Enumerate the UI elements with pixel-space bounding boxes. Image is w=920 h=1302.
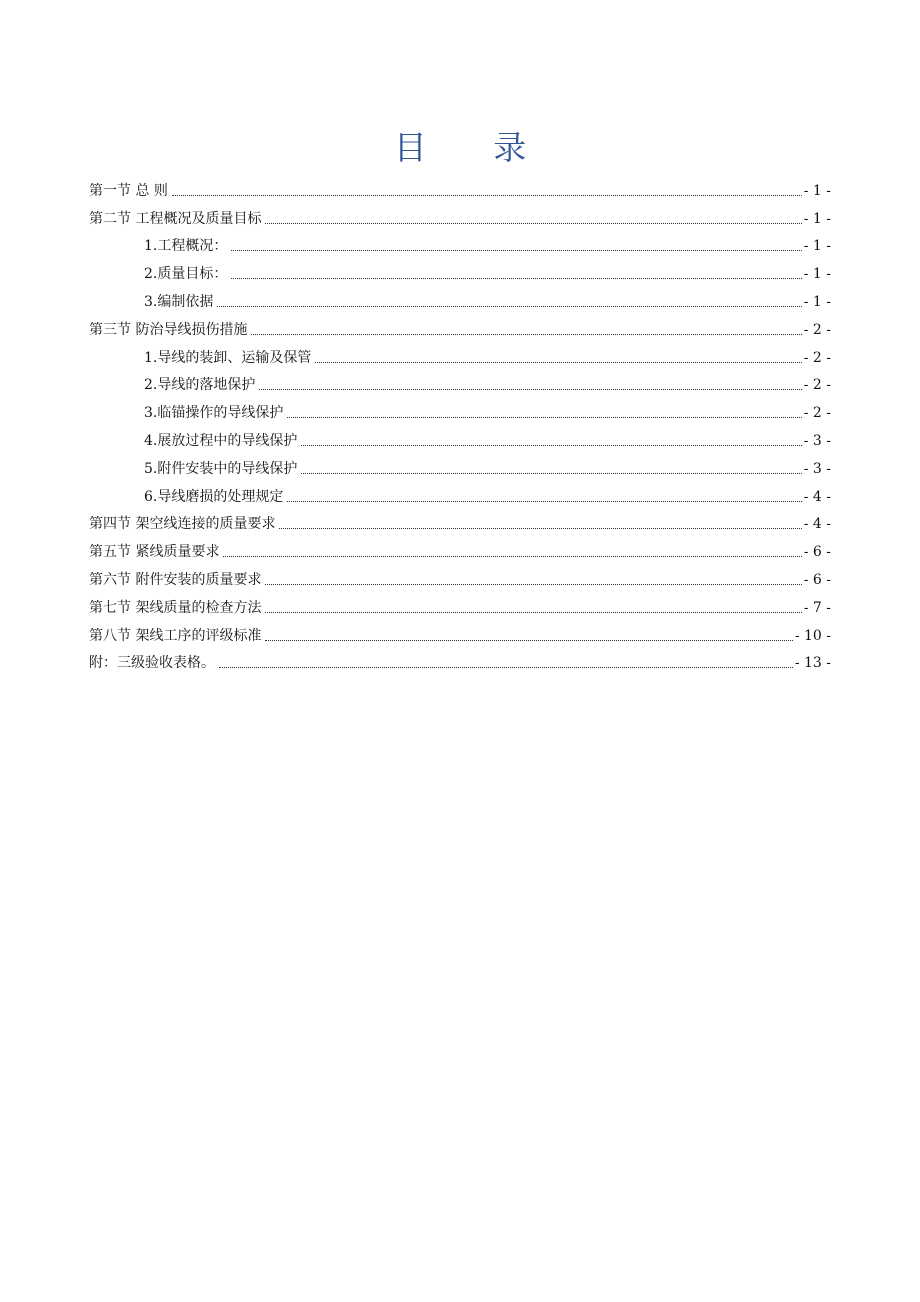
toc-entry-text: 1.工程概况： [144, 238, 228, 255]
toc-subentry[interactable] [89, 256, 831, 284]
toc-subentry[interactable] [89, 479, 831, 507]
toc-leader-dots [265, 222, 801, 224]
toc-entry-page: - 3 - [803, 432, 831, 449]
toc-leader-dots [251, 333, 801, 335]
toc-subentry[interactable] [89, 229, 831, 257]
toc-leader-dots [265, 583, 801, 585]
toc-leader-dots [231, 277, 801, 279]
toc-entry[interactable] [89, 562, 831, 590]
toc-entry-page: - 1 - [803, 266, 831, 283]
toc-entry-page: - 1 - [803, 293, 831, 310]
toc-entry-page: - 6 - [803, 544, 831, 561]
toc-leader-dots [287, 500, 801, 502]
toc-entry-page: - 1 - [803, 210, 831, 227]
toc-entry-text: 第八节 架线工序的评级标准 [89, 627, 262, 644]
toc-subentry[interactable] [89, 395, 831, 423]
toc-entry-text: 3.临锚操作的导线保护 [144, 405, 284, 422]
toc-entry-page: - 2 - [803, 349, 831, 366]
toc-leader-dots [265, 611, 801, 613]
toc-entry-page: - 10 - [794, 627, 831, 644]
toc-entry-page: - 1 - [803, 182, 831, 199]
toc-leader-dots [265, 639, 792, 641]
toc-entry-text: 第二节 工程概况及质量目标 [89, 210, 262, 227]
toc-entry[interactable] [89, 312, 831, 340]
toc-entry-text: 第四节 架空线连接的质量要求 [89, 516, 276, 533]
toc-entry-page: - 6 - [803, 571, 831, 588]
toc-entry-text: 第三节 防治导线损伤措施 [89, 321, 248, 338]
toc-subentry[interactable] [89, 368, 831, 396]
toc-entry-page: - 2 - [803, 377, 831, 394]
toc-entry-text: 附：三级验收表格。 [89, 655, 215, 672]
toc-entry-page: - 13 - [794, 655, 831, 672]
toc-leader-dots [301, 444, 801, 446]
toc-leader-dots [172, 194, 802, 196]
toc-entry-text: 3.编制依据 [144, 293, 214, 310]
toc-leader-dots [279, 527, 801, 529]
toc-entry-text: 第七节 架线质量的检查方法 [89, 599, 262, 616]
toc-subentry[interactable] [89, 423, 831, 451]
toc-entry-page: - 2 - [803, 405, 831, 422]
toc-entry-page: - 1 - [803, 238, 831, 255]
toc-entry-text: 第五节 紧线质量要求 [89, 544, 220, 561]
toc-entry[interactable] [89, 618, 831, 646]
toc-entry-text: 1.导线的装卸、运输及保管 [144, 349, 312, 366]
toc-leader-dots [217, 305, 801, 307]
toc-entry[interactable] [89, 590, 831, 618]
toc-subentry[interactable] [89, 284, 831, 312]
toc-leader-dots [231, 249, 801, 251]
toc-entry-text: 2.导线的落地保护 [144, 377, 256, 394]
toc-entry[interactable] [89, 507, 831, 535]
toc-subentry[interactable] [89, 340, 831, 368]
toc-entry-page: - 3 - [803, 460, 831, 477]
toc-entry-text: 2.质量目标： [144, 266, 228, 283]
toc-entry[interactable] [89, 173, 831, 201]
toc-entry[interactable] [89, 646, 831, 674]
toc-leader-dots [301, 472, 801, 474]
toc-entry-text: 第六节 附件安装的质量要求 [89, 571, 262, 588]
toc-leader-dots [259, 388, 801, 390]
toc-entry-page: - 4 - [803, 516, 831, 533]
toc-title: 目 录 [393, 128, 555, 167]
toc-leader-dots [287, 416, 801, 418]
toc-entry-page: - 7 - [803, 599, 831, 616]
toc-entry[interactable] [89, 201, 831, 229]
toc-entry-text: 第一节 总 则 [89, 182, 168, 199]
toc-subentry[interactable] [89, 451, 831, 479]
toc-entry-text: 6.导线磨损的处理规定 [144, 488, 284, 505]
toc-leader-dots [315, 361, 801, 363]
toc-entry-page: - 2 - [803, 321, 831, 338]
toc-entry-page: - 4 - [803, 488, 831, 505]
toc-entry-text: 4.展放过程中的导线保护 [144, 432, 298, 449]
toc-leader-dots [219, 666, 793, 668]
toc-entry-text: 5.附件安装中的导线保护 [144, 460, 298, 477]
toc-leader-dots [223, 555, 801, 557]
table-of-contents [89, 173, 831, 673]
toc-entry[interactable] [89, 534, 831, 562]
